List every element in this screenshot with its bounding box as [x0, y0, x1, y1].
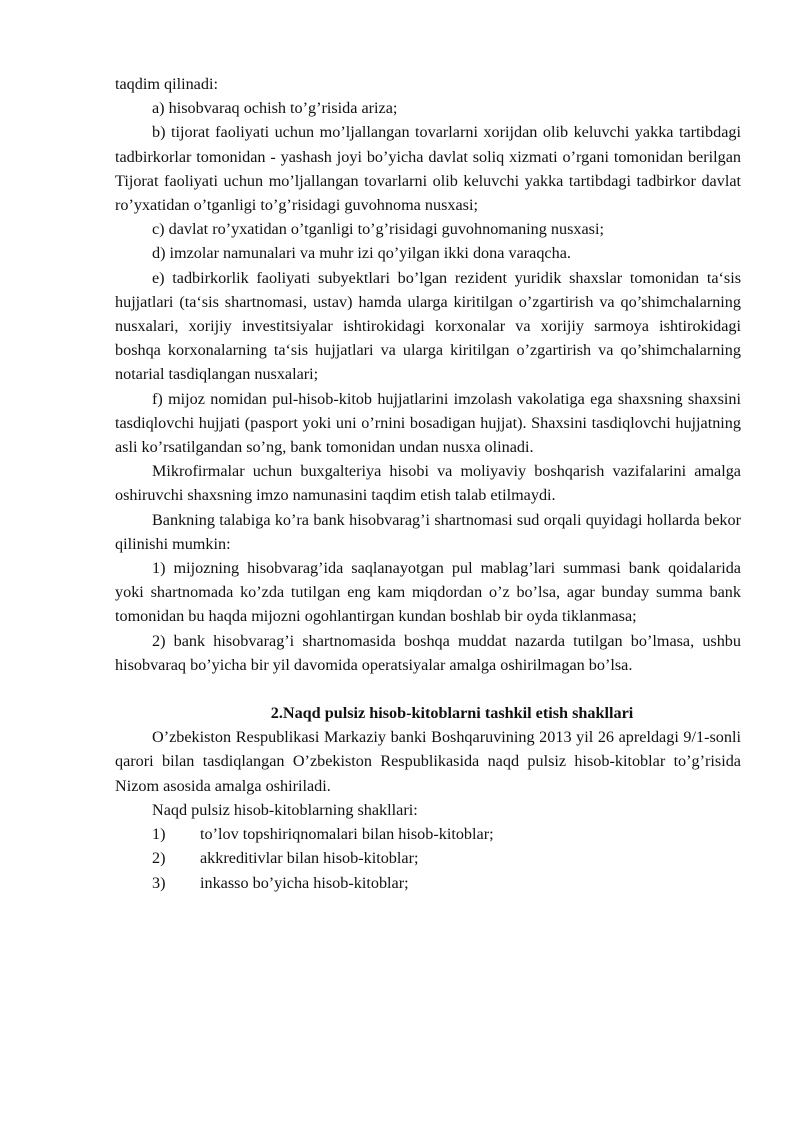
paragraph: 2) bank hisobvarag’i shartnomasida boshqa muddat nazarda tutilgan bo’lmasa, ushbu hisobvaraq bo’yicha bir yil davomida operatsiyalar amalga oshirilmagan bo’lsa. [115, 631, 741, 674]
paragraph: O’zbekiston Respublikasi Markaziy banki Boshqaruvining 2013 yil 26 apreldagi 9/1-sonli qarori bilan tasdiqlangan O’zbekiston Respublikasida naqd pulsiz hisob-kitoblar to’g’risida Nizom asosida amalga oshiriladi. [115, 728, 741, 795]
list-number: 2) [152, 849, 166, 868]
numbered-list-item [115, 846, 741, 870]
paragraph: 1) mijozning hisobvarag’ida saqlanayotgan pul mablag’lari summasi bank qoidalarida yoki shartnomada ko’zda tutilgan eng kam miqdordan o’z bo’lsa, agar bunday summa bank tomonidan bu haqda mijozni ogohlantirgan kundan boshlab bir oyda tiklanmasa; [115, 559, 741, 626]
document-page [115, 72, 741, 895]
list-item-b: b) tijorat faoliyati uchun mo’ljallangan tovarlarni xorijdan olib keluvchi yakka tartibdagi tadbirkorlar tomonidan - yashash joyi bo’yicha davlat soliq xizmati o’rgani tomonidan berilgan Tijorat faoliyati uchun mo’ljallangan tovarlarni olib keluvchi yakka tartibdagi tadbirkor davlat ro’yxatidan o’tganligi to’g’risidagi guvohnoma nusxasi; [115, 123, 741, 215]
list-text: to’lov topshiriqnomalari bilan hisob-kitoblar; [200, 825, 494, 844]
list-item-f: f) mijoz nomidan pul-hisob-kitob hujjatlarini imzolash vakolatiga ega shaxsning shaxsini tasdiqlovchi hujjati (pasport yoki uni o’rnini bosadigan hujjat). Shaxsini tasdiqlovchi hujjatning asli ko’rsatilgandan so’ng, bank tomonidan undan nusxa olinadi. [115, 389, 741, 457]
list-item-e: e) tadbirkorlik faoliyati subyektlari bo’lgan rezident yuridik shaxslar tomonidan ta‘sis hujjatlari (ta‘sis shartnomasi, ustav) hamda ularga kiritilgan o’zgartirish va qo’shimchalarning nusxalari, xorijiy investitsiyalar ishtirokidagi korxonalar va xorijiy sarmoya ishtirokidagi boshqa korxonalarning ta‘sis hujjatlari va ularga kiritilgan o’zgartirish va qo’shimchalarning notarial tasdiqlangan nusxalari; [115, 268, 741, 384]
numbered-list-item [115, 871, 741, 895]
list-item-c: c) davlat ro’yxatidan o’tganligi to’g’risidagi guvohnomaning nusxasi; [152, 220, 604, 239]
paragraph-group-a [115, 72, 741, 677]
numbered-list [115, 822, 741, 895]
paragraph-group-b [115, 725, 741, 822]
paragraph: Mikrofirmalar uchun buxgalteriya hisobi va moliyaviy boshqarish vazifalarini amalga oshiruvchi shaxsning imzo namunasini taqdim etish talab etilmaydi. [115, 462, 741, 505]
numbered-list-item [115, 822, 741, 846]
list-text: akkreditivlar bilan hisob-kitoblar; [200, 849, 419, 868]
list-number: 3) [152, 873, 166, 892]
list-text: inkasso bo’yicha hisob-kitoblar; [200, 873, 409, 892]
paragraph: taqdim qilinadi: [115, 75, 218, 93]
section-heading: 2.Naqd pulsiz hisob-kitoblarni tashkil etish shakllari [270, 704, 634, 723]
list-item-a: a) hisobvaraq ochish to’g’risida ariza; [152, 99, 398, 118]
paragraph: Bankning talabiga ko’ra bank hisobvarag’i shartnomasi sud orqali quyidagi hollarda bekor qilinishi mumkin: [115, 510, 741, 553]
paragraph: Naqd pulsiz hisob-kitoblarning shakllari: [152, 800, 418, 819]
list-number: 1) [152, 825, 166, 844]
list-item-d: d) imzolar namunalari va muhr izi qo’yilgan ikki dona varaqcha. [152, 244, 571, 263]
